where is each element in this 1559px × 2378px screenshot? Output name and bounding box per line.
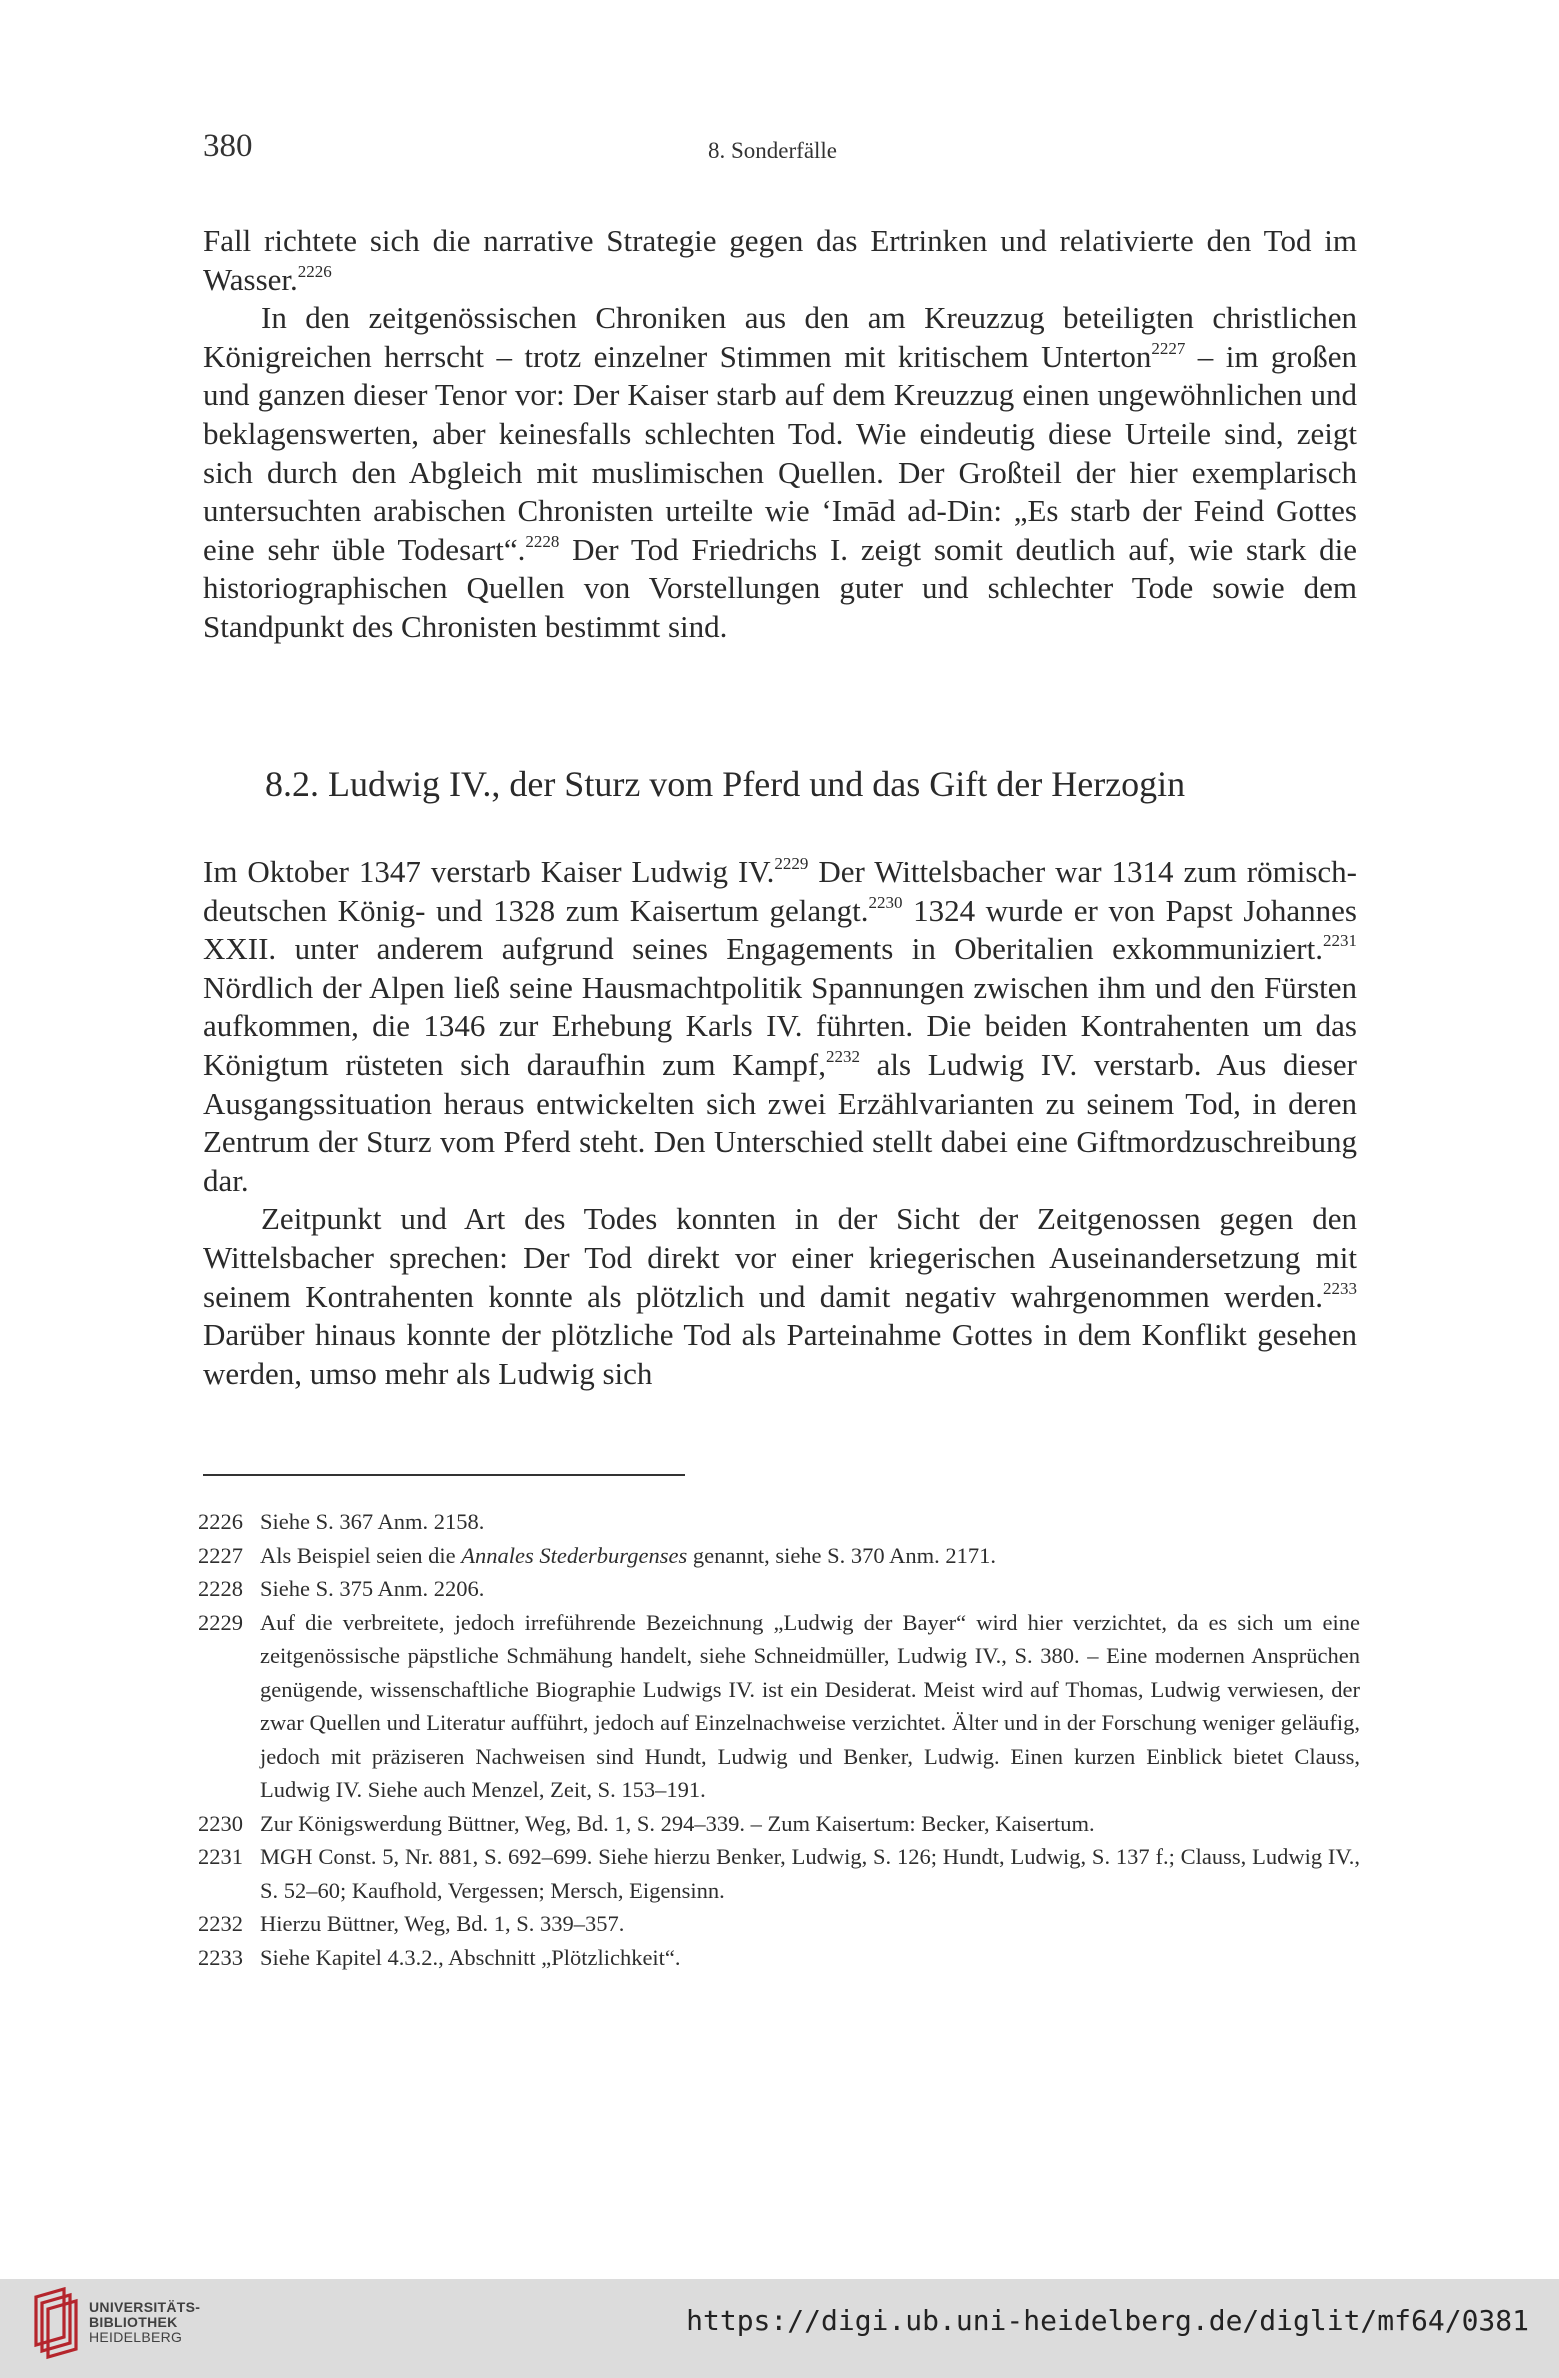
footnote-2227 — [198, 1539, 1360, 1573]
paragraph — [203, 853, 1357, 1200]
footnote-number: 2232 — [198, 1911, 243, 1936]
footnote-2231 — [198, 1840, 1360, 1907]
footnote-text: Hierzu Büttner, Weg, Bd. 1, S. 339–357. — [260, 1911, 625, 1936]
footnote-number: 2227 — [198, 1542, 243, 1568]
footnote-marker[interactable]: 2233 — [1323, 1278, 1357, 1298]
paragraph — [203, 299, 1357, 646]
footnote-2229 — [198, 1606, 1360, 1807]
library-name — [89, 2300, 200, 2345]
paragraph — [203, 1200, 1357, 1393]
section-heading: 8.2. Ludwig IV., der Sturz vom Pferd und das Gift der Herzogin — [265, 764, 1186, 804]
footnote-text: Siehe S. 375 Anm. 2206. — [260, 1576, 485, 1601]
library-name-line: UNIVERSITÄTS- — [89, 2299, 201, 2315]
footnote-marker[interactable]: 2232 — [825, 1046, 860, 1066]
footnotes — [198, 1505, 1360, 1974]
running-head: 8. Sonderfälle — [708, 138, 838, 163]
footnote-marker[interactable]: 2226 — [297, 261, 332, 281]
footnote-text: Siehe Kapitel 4.3.2., Abschnitt „Plötzlichkeit“. — [260, 1944, 681, 1970]
body-text-bottom — [203, 853, 1357, 1393]
text-run: – im großen und ganzen dieser Tenor vor: Der Kaiser starb auf dem Kreuzzug einen ungewöhnlichen und beklagenswerten, aber keinesfalls schlechten Tod. Wie eindeutig diese Urteile sind, zeigt sich durch den Abgleich mit muslimischen Quellen. Der Großteil der hier exemplarisch untersuchten arabischen Chronisten urteilte wie ʻImād ad-Din: „Es starb der Feind Gottes eine sehr üble Todesart“. — [203, 338, 1358, 567]
text-run: Der Tod Friedrichs I. zeigt somit deutlich auf, wie stark die historiographischen Quellen von Vorstellungen guter und schlechter Tode sowie dem Standpunkt des Chronisten bestimmt sind. — [203, 531, 1357, 644]
footnote-marker[interactable]: 2231 — [1323, 931, 1357, 951]
text-run: Im Oktober 1347 verstarb Kaiser Ludwig IV. — [203, 854, 775, 889]
footnote-2228 — [198, 1572, 1360, 1606]
text-run: Der Wittelsbacher war 1314 zum römisch-deutschen König- und 1328 zum Kaisertum gelangt. — [203, 854, 1358, 928]
text-run: 1324 wurde er von Papst Johannes XXII. unter anderem aufgrund seines Engagements in Oberitalien exkommuniziert. — [203, 892, 1357, 967]
footnote-marker[interactable]: 2227 — [1151, 338, 1186, 358]
footnote-text: Auf die verbreitete, jedoch irreführende Bezeichnung „Ludwig der Bayer“ wird hier verzichtet, da es sich um eine zeitgenössische päpstliche Schmähung handelt, siehe Schneidmüller, Ludwig IV., S. 380. – Eine modernen Ansprüchen genügende, wissenschaftliche Biographie Ludwigs IV. ist ein Desiderat. Meist wird auf Thomas, Ludwig verwiesen, der zwar Quellen und Literatur aufführt, jedoch auf Einzelnachweise verzichtet. Älter und in der Forschung weniger geläufig, jedoch mit präziseren Nachweisen sind Hundt, Ludwig und Benker, Ludwig. Einen kurzen Einblick bietet Clauss, Ludwig IV. Siehe auch Menzel, Zeit, S. 153–191. — [260, 1609, 1360, 1802]
footnote-text: Zur Königswerdung Büttner, Weg, Bd. 1, S. 294–339. – Zum Kaisertum: Becker, Kaisertum. — [260, 1810, 1095, 1836]
text-run: Darüber hinaus konnte der plötzliche Tod als Parteinahme Gottes in dem Konflikt gesehen werden, umso mehr als Ludwig sich — [203, 1317, 1357, 1391]
text-run: Nördlich der Alpen ließ seine Hausmachtpolitik Spannungen zwischen ihm und den Fürsten aufkommen, die 1346 zur Erhebung Karls IV. führten. Die beiden Kontrahenten um das Königtum rüsteten sich daraufhin zum Kampf, — [203, 969, 1357, 1082]
footnote-text — [260, 1539, 1360, 1573]
footnote-number: 2231 — [198, 1844, 243, 1869]
footnote-2226 — [198, 1505, 1360, 1539]
university-library-logo-icon[interactable] — [30, 2287, 80, 2363]
footnote-number: 2230 — [198, 1810, 243, 1836]
library-name-line: HEIDELBERG — [89, 2329, 183, 2345]
paragraph — [203, 222, 1357, 299]
text-run: als Ludwig IV. verstarb. Aus dieser Ausgangssituation heraus entwickelten sich zwei Erzählvarianten zu seinem Tod, in deren Zentrum der Sturz vom Pferd steht. Den Unterschied stellt dabei eine Giftmordzuschreibung dar. — [203, 1046, 1358, 1198]
text-run: Als Beispiel seien die — [260, 1542, 462, 1568]
body-text-top — [203, 222, 1357, 647]
footnote-marker[interactable]: 2230 — [868, 892, 903, 912]
footnote-number: 2226 — [198, 1509, 243, 1534]
text-run: Zeitpunkt und Art des Todes konnten in der Sicht der Zeitgenossen gegen den Wittelsbacher sprechen: Der Tod direkt vor einer kriegerischen Auseinandersetzung mit seinem Kontrahenten konnte als plötzlich und damit negativ wahrgenommen werden. — [203, 1201, 1357, 1314]
page-number: 380 — [203, 128, 253, 164]
text-run: Fall richtete sich die narrative Strategie gegen das Ertrinken und relativierte den Tod im Wasser. — [203, 223, 1357, 297]
footnote-2233 — [198, 1941, 1360, 1975]
document-url[interactable]: https://digi.ub.uni-heidelberg.de/diglit/mf64/0381 — [686, 2304, 1529, 2337]
footnote-divider — [203, 1474, 685, 1476]
source-title: Annales Stederburgenses — [461, 1542, 688, 1568]
footnote-number: 2233 — [198, 1944, 243, 1970]
footnote-number: 2229 — [198, 1609, 243, 1635]
text-run: genannt, siehe S. 370 Anm. 2171. — [687, 1542, 996, 1568]
footnote-marker[interactable]: 2228 — [525, 531, 560, 551]
library-name-line: BIBLIOTHEK — [89, 2314, 178, 2330]
footnote-2232 — [198, 1907, 1360, 1941]
footnote-number: 2228 — [198, 1576, 243, 1601]
footnote-marker[interactable]: 2229 — [774, 854, 809, 873]
footnote-text: MGH Const. 5, Nr. 881, S. 692–699. Siehe hierzu Benker, Ludwig, S. 126; Hundt, Ludwig, S. 137 f.; Clauss, Ludwig IV., S. 52–60; Kaufhold, Vergessen; Mersch, Eigensinn. — [260, 1844, 1360, 1903]
footnote-2230 — [198, 1807, 1360, 1841]
footnote-text: Siehe S. 367 Anm. 2158. — [260, 1509, 485, 1534]
text-run: In den zeitgenössischen Chroniken aus den am Kreuzzug beteiligten christlichen Königreichen herrscht – trotz einzelner Stimmen mit kritischem Unterton — [203, 300, 1357, 374]
